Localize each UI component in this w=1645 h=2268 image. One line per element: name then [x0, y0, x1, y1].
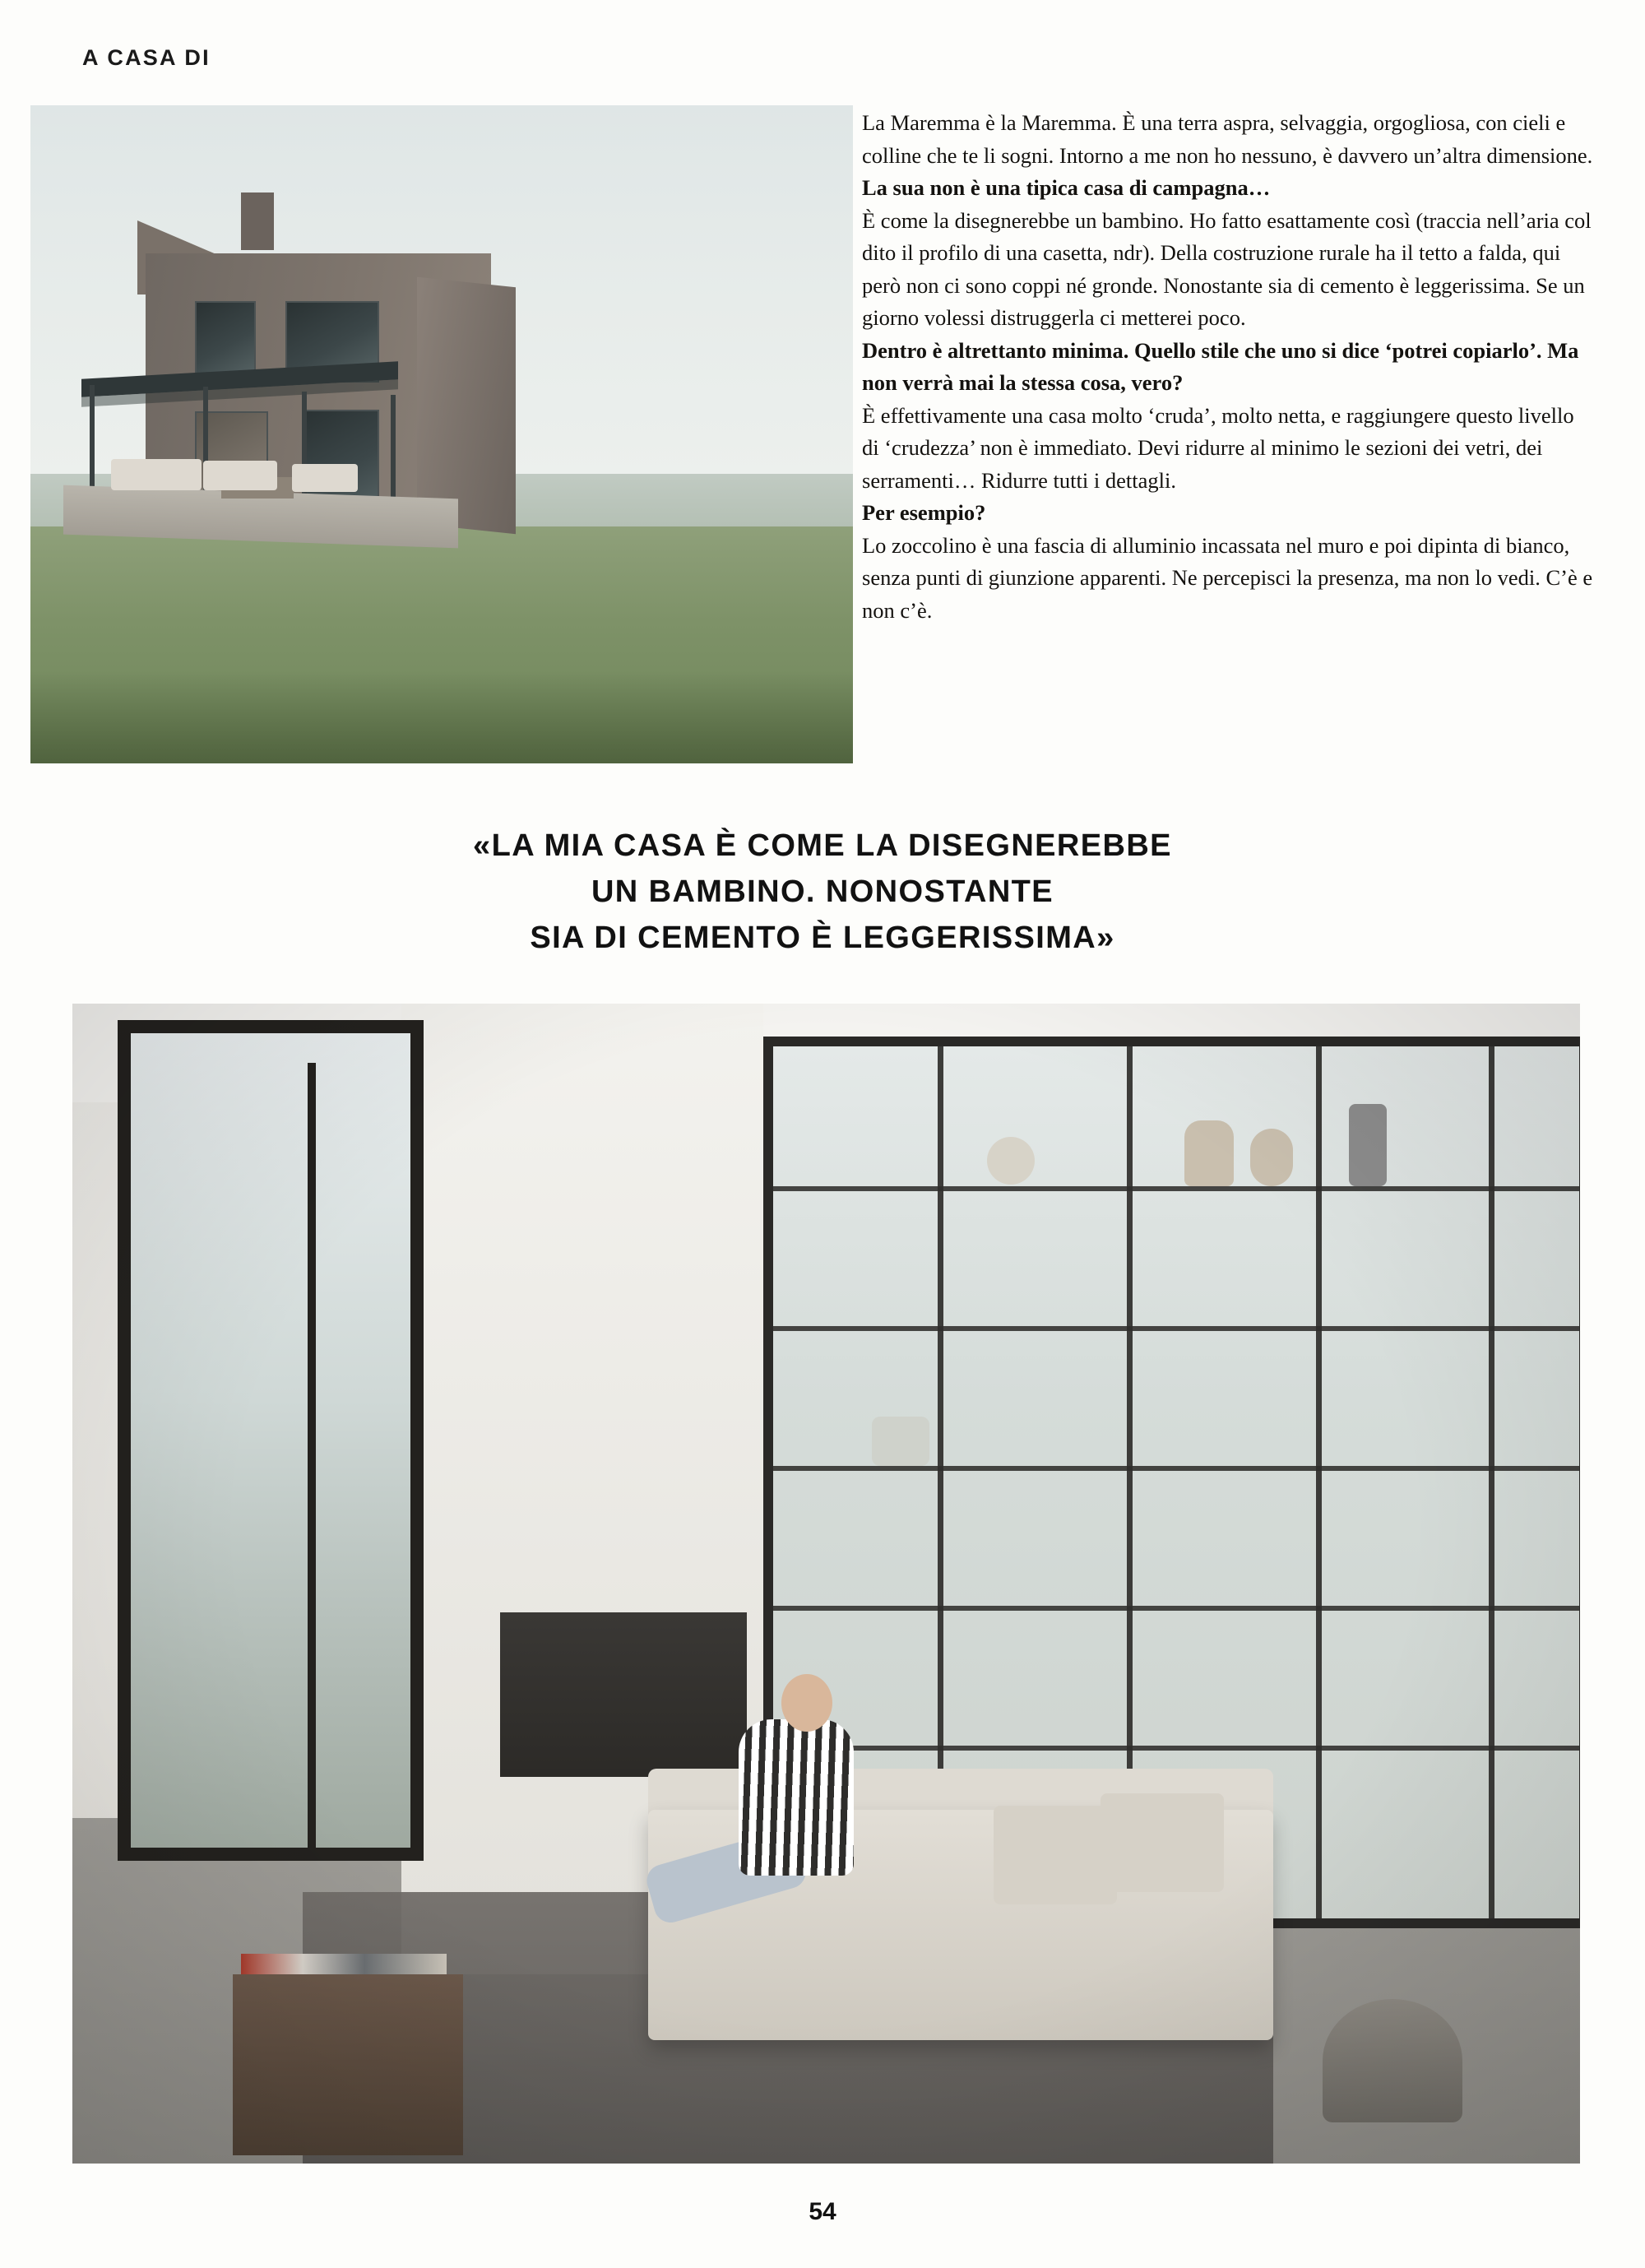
- cabinet-mullion: [1489, 1046, 1494, 1918]
- article-paragraph: Lo zoccolino è una fascia di alluminio incassata nel muro e poi dipinta di bianco, senza punti di giunzione apparenti. Ne percepisci la presenza, ma non lo vedi. C’è e non c’è.: [862, 532, 1593, 623]
- article-paragraph: La Maremma è la Maremma. È una terra aspra, selvaggia, orgogliosa, con cieli e colline che te li sogni. Intorno a me non ho nessuno, è davvero un’altra dimensione.: [862, 110, 1593, 168]
- article-text-column: [862, 107, 1594, 627]
- pull-quote-line: UN BAMBINO. NONOSTANTE: [591, 874, 1054, 909]
- interior-living-room-photo: [72, 1004, 1580, 2164]
- shelf-bowl: [987, 1137, 1035, 1185]
- dark-sideboard: [500, 1612, 747, 1777]
- cabinet-shelf: [773, 1466, 1579, 1471]
- shelf-object: [872, 1417, 929, 1466]
- cabinet-shelf: [773, 1186, 1579, 1191]
- exterior-house-photo: [30, 105, 853, 763]
- sliding-glass-door: [118, 1020, 424, 1861]
- sofa-cushion: [1101, 1793, 1224, 1892]
- side-stool: [1323, 1999, 1462, 2122]
- article-question: La sua non è una tipica casa di campagna…: [862, 175, 1271, 200]
- pull-quote-line: SIA DI CEMENTO È LEGGERISSIMA»: [530, 921, 1115, 955]
- pull-quote: [247, 823, 1398, 961]
- outdoor-sofa: [111, 459, 202, 490]
- person-torso: [739, 1719, 854, 1876]
- person-head: [781, 1674, 832, 1732]
- photo-foreground-shadow: [30, 671, 853, 763]
- cabinet-shelf: [773, 1746, 1579, 1751]
- cabinet-shelf: [773, 1606, 1579, 1611]
- door-mullion: [308, 1063, 316, 1851]
- cabinet-mullion: [1316, 1046, 1322, 1918]
- shelf-vase: [1250, 1129, 1293, 1186]
- article-paragraph: È come la disegnerebbe un bambino. Ho fatto esattamente così (traccia nell’aria col dito il profilo di una casetta, ndr). Della costruzione rurale ha il tetto a falda, qui però non ci sono coppi né gronde. Nonostante sia di cemento è leggerissima. Se un giorno volessi distruggerla ci metterei poco.: [862, 207, 1592, 330]
- house-side-wall: [417, 277, 516, 535]
- article-paragraph: È effettivamente una casa molto ‘cruda’, molto netta, e raggiungere questo livello di ‘crudezza’ non è immediato. Devi ridurre al minimo le sezioni dei vetri, dei serramenti… Ridurre tutti i dettagli.: [862, 402, 1574, 493]
- article-question: Dentro è altrettanto minima. Quello stile che uno si dice ‘potrei copiarlo’. Ma non verrà mai la stessa cosa, vero?: [862, 337, 1579, 395]
- article-question: Per esempio?: [862, 500, 986, 525]
- page-number: 54: [809, 2198, 836, 2225]
- outdoor-sofa: [203, 461, 277, 490]
- shelf-vase: [1184, 1120, 1234, 1186]
- cabinet-shelf: [773, 1326, 1579, 1331]
- section-kicker: A CASA DI: [82, 45, 211, 70]
- house-chimney: [241, 192, 274, 250]
- shelf-bottle: [1349, 1104, 1387, 1186]
- wooden-coffee-table: [233, 1974, 463, 2155]
- sofa-cushion: [994, 1806, 1117, 1904]
- canopy-column: [391, 395, 396, 512]
- pull-quote-line: «LA MIA CASA È COME LA DISEGNEREBBE: [473, 828, 1172, 863]
- outdoor-sofa: [292, 464, 358, 492]
